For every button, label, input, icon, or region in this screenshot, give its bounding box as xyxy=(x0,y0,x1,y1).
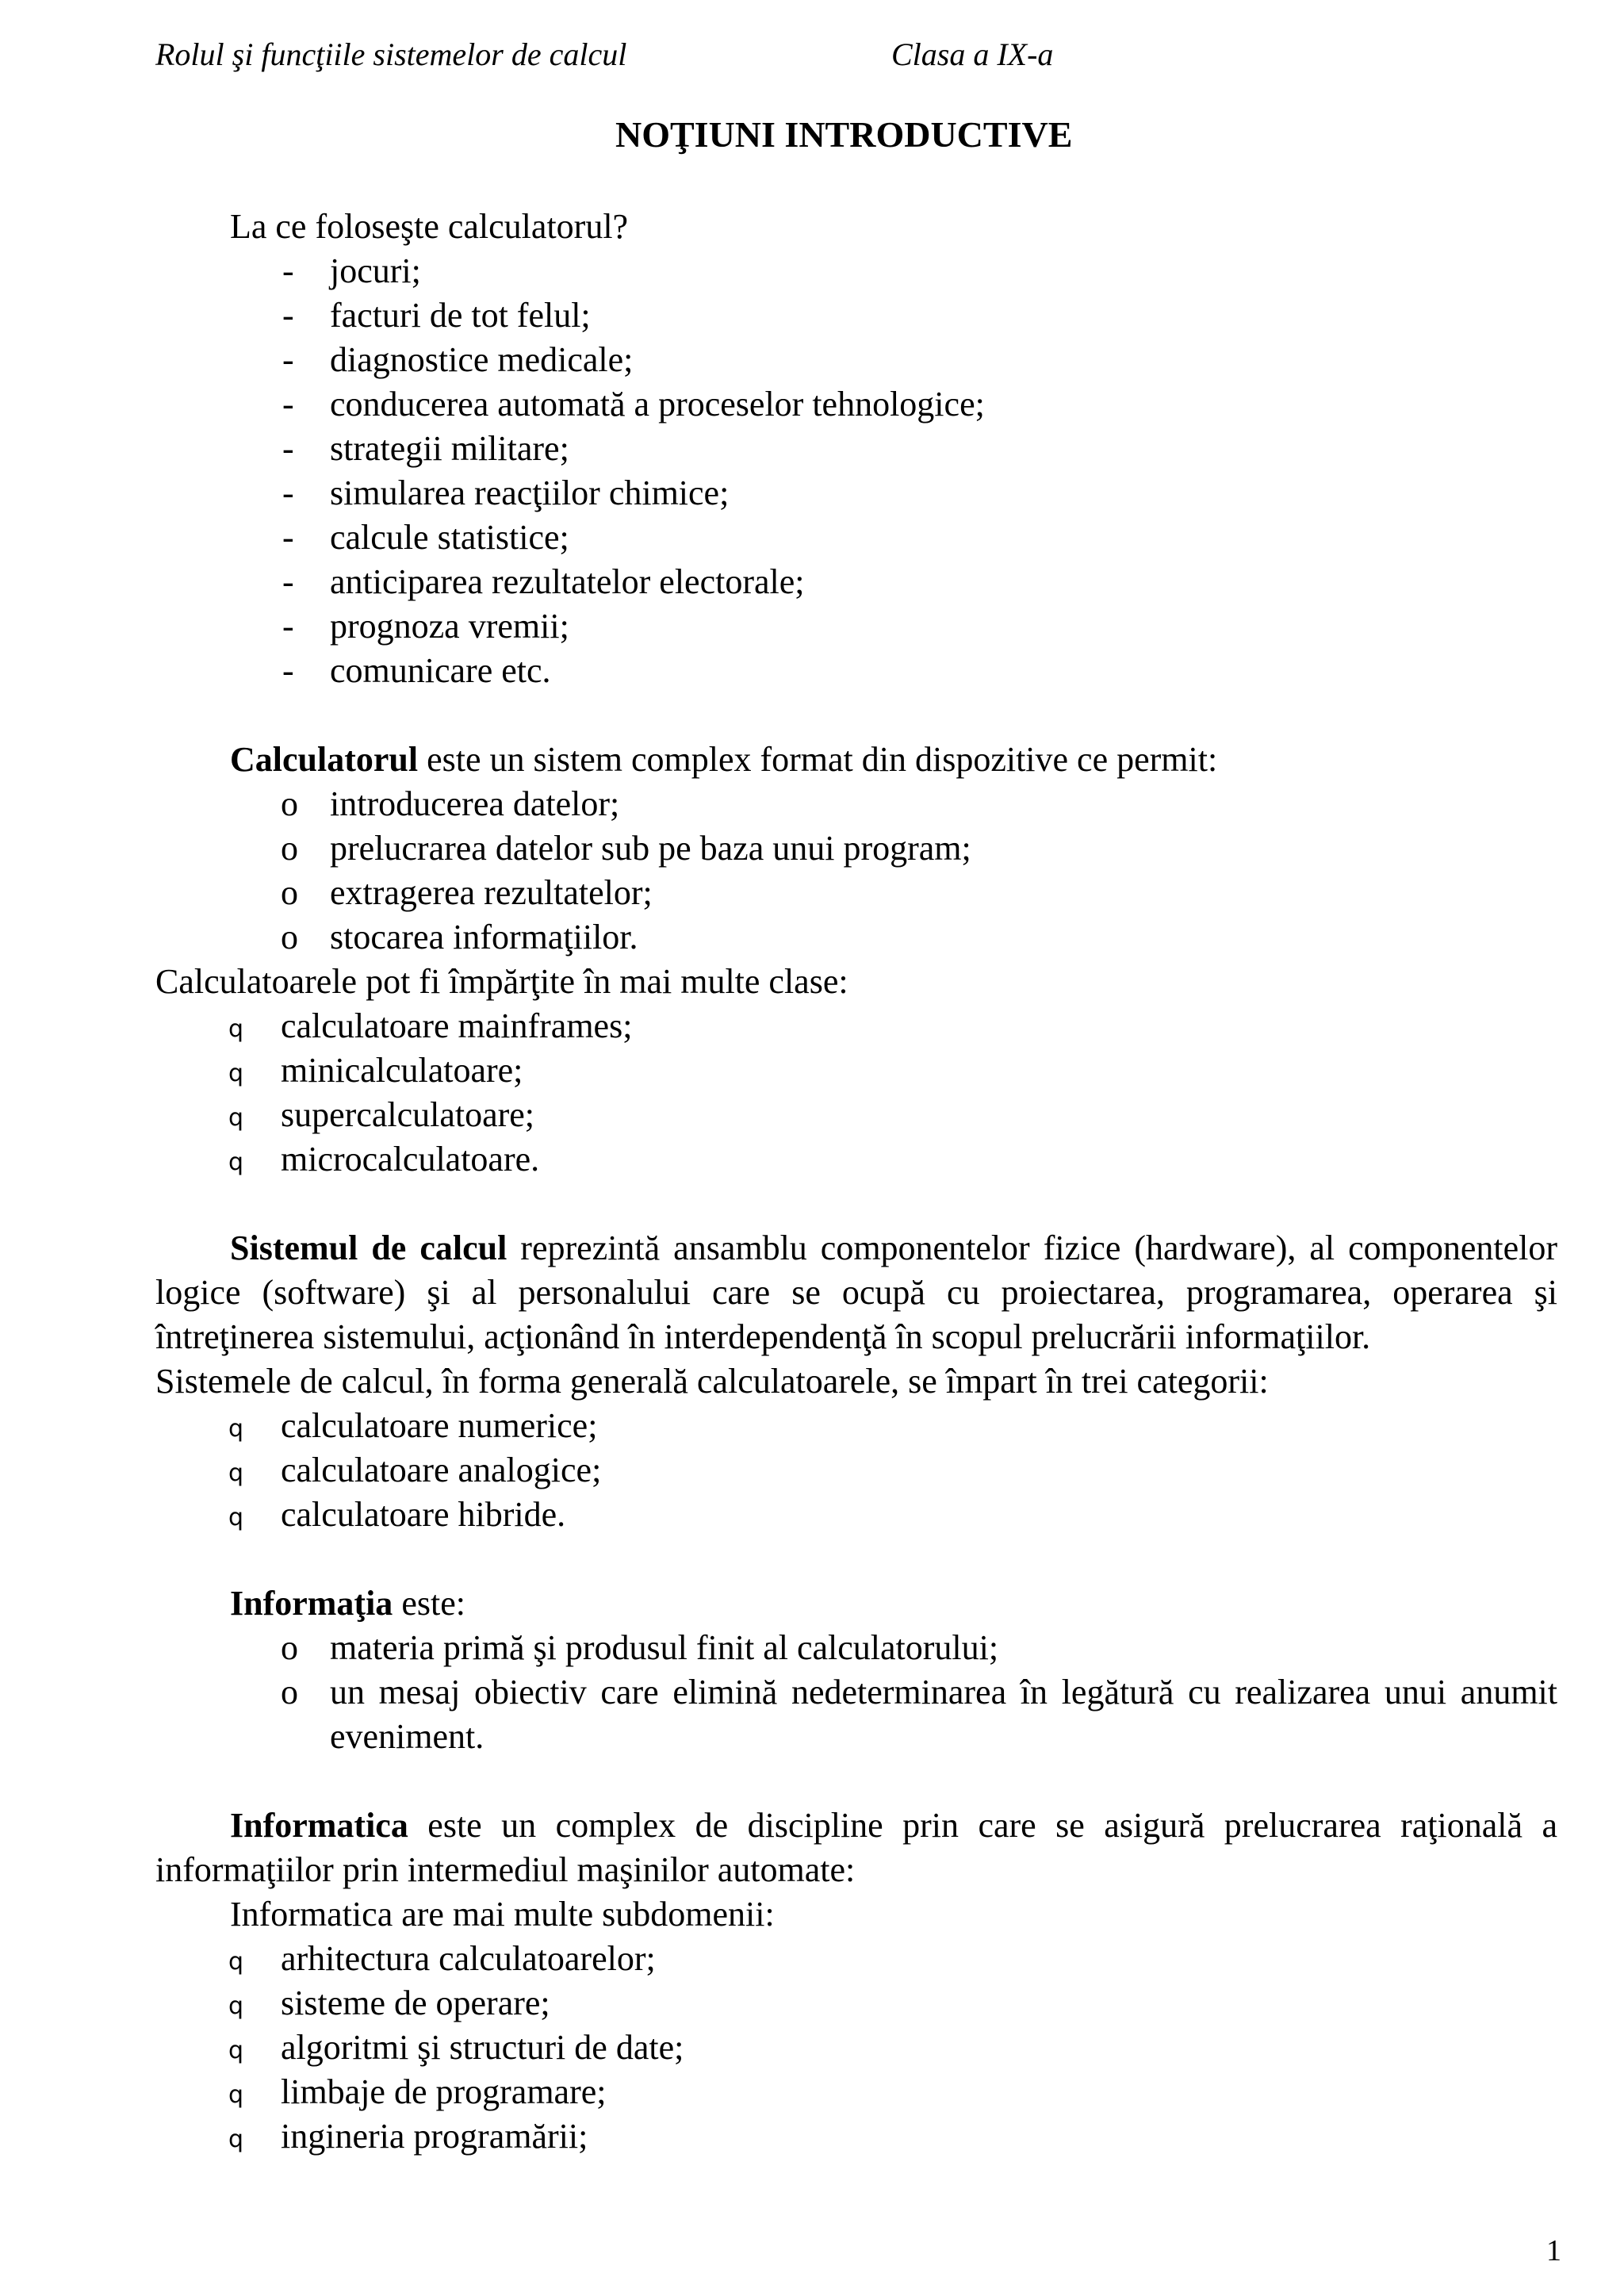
dash-marker: - xyxy=(282,607,294,646)
list-item: q limbaje de programare; xyxy=(155,2070,1557,2114)
categories-list xyxy=(155,1404,1557,1537)
system-definition: Sistemul de calcul reprezintă ansamblu componentelor fizice (hardware), al componentelor logice (software) şi al personalului care se ocupă cu proiectarea, programarea, operarea şi întreţinerea sistemului, acţionând în interdependenţă în scopul prelucrării informaţiilor. xyxy=(155,1228,1557,1356)
list-item: - diagnostice medicale; xyxy=(155,338,1557,382)
dash-marker: - xyxy=(282,251,294,290)
list-item: q minicalculatoare; xyxy=(155,1048,1557,1093)
q-bullet-icon: q xyxy=(228,2125,244,2153)
classes-intro: Calculatoarele pot fi împărţite în mai multe clase: xyxy=(155,962,848,1001)
dash-marker: - xyxy=(282,429,294,468)
list-item: q microcalculatoare. xyxy=(155,1137,1557,1182)
list-item: q calculatoare hibride. xyxy=(155,1493,1557,1537)
list-item: q supercalculatoare; xyxy=(155,1093,1557,1137)
q-bullet-icon: q xyxy=(228,1015,244,1043)
q-bullet-icon: q xyxy=(228,1459,244,1487)
dash-marker: - xyxy=(282,518,294,557)
circle-bullet-icon: o xyxy=(281,1628,298,1667)
q-bullet-icon: q xyxy=(228,1504,244,1531)
list-item: o stocarea informaţiilor. xyxy=(155,915,1557,960)
usage-list xyxy=(155,249,1557,693)
circle-bullet-icon: o xyxy=(281,784,298,823)
list-item: o un mesaj obiectiv care elimină nedeterminarea în legătură cu realizarea unui anumit eveniment. xyxy=(155,1670,1557,1759)
list-item: q sisteme de operare; xyxy=(155,1981,1557,2026)
dash-marker: - xyxy=(282,651,294,690)
q-bullet-icon: q xyxy=(228,1148,244,1176)
classes-list xyxy=(155,1004,1557,1182)
list-item: q calculatoare numerice; xyxy=(155,1404,1557,1448)
circle-bullet-icon: o xyxy=(281,873,298,912)
usage-question: La ce foloseşte calculatorul? xyxy=(230,207,629,246)
information-definition: Informaţia este: xyxy=(230,1584,465,1623)
list-item: o materia primă şi produsul finit al calculatorului; xyxy=(155,1626,1557,1670)
list-item: - comunicare etc. xyxy=(155,649,1557,693)
list-item: q calculatoare mainframes; xyxy=(155,1004,1557,1048)
circle-bullet-icon: o xyxy=(281,829,298,868)
calculator-functions-list xyxy=(155,782,1557,960)
list-item: - prognoza vremii; xyxy=(155,604,1557,649)
q-bullet-icon: q xyxy=(228,2081,244,2109)
header-right: Clasa a IX-a xyxy=(891,36,1054,72)
list-item: q calculatoare analogice; xyxy=(155,1448,1557,1493)
information-term: Informaţia xyxy=(230,1584,393,1623)
list-item: - simularea reacţiilor chimice; xyxy=(155,471,1557,516)
list-item: - anticiparea rezultatelor electorale; xyxy=(155,560,1557,604)
calculator-term: Calculatorul xyxy=(230,740,419,779)
dash-marker: - xyxy=(282,473,294,512)
dash-marker: - xyxy=(282,340,294,379)
informatics-definition: Informatica este un complex de discipline prin care se asigură prelucrarea raţională a informaţiilor prin intermediul maşinilor automate: xyxy=(155,1806,1557,1889)
list-item: - facturi de tot felul; xyxy=(155,293,1557,338)
subdomains-list xyxy=(155,1937,1557,2159)
list-item: q arhitectura calculatoarelor; xyxy=(155,1937,1557,1981)
information-list xyxy=(155,1626,1557,1759)
header-left: Rolul şi funcţiile sistemelor de calcul xyxy=(155,36,627,72)
q-bullet-icon: q xyxy=(228,2037,244,2064)
q-bullet-icon: q xyxy=(228,1060,244,1087)
dash-marker: - xyxy=(282,385,294,424)
list-item: o extragerea rezultatelor; xyxy=(155,871,1557,915)
q-bullet-icon: q xyxy=(228,1104,244,1132)
subdomains-intro: Informatica are mai multe subdomenii: xyxy=(230,1895,775,1934)
q-bullet-icon: q xyxy=(228,1948,244,1976)
list-item: q ingineria programării; xyxy=(155,2114,1557,2159)
list-item: o introducerea datelor; xyxy=(155,782,1557,826)
categories-intro: Sistemele de calcul, în forma generală calculatoarele, se împart în trei categorii: xyxy=(155,1362,1269,1401)
circle-bullet-icon: o xyxy=(281,918,298,956)
system-term: Sistemul de calcul xyxy=(230,1228,508,1267)
list-item: - calcule statistice; xyxy=(155,516,1557,560)
dash-marker: - xyxy=(282,296,294,335)
informatics-term: Informatica xyxy=(230,1806,408,1845)
document-body xyxy=(155,205,1557,2159)
list-item: - jocuri; xyxy=(155,249,1557,293)
q-bullet-icon: q xyxy=(228,1415,244,1443)
list-item: - conducerea automată a proceselor tehnologice; xyxy=(155,382,1557,427)
circle-bullet-icon: o xyxy=(281,1673,298,1711)
list-item: o prelucrarea datelor sub pe baza unui program; xyxy=(155,826,1557,871)
q-bullet-icon: q xyxy=(228,1992,244,2020)
dash-marker: - xyxy=(282,562,294,601)
page-number: 1 xyxy=(1546,2234,1561,2267)
calculator-definition: Calculatorul este un sistem complex format din dispozitive ce permit: xyxy=(230,740,1218,779)
page-title: NOŢIUNI INTRODUCTIVE xyxy=(615,114,1073,155)
list-item: - strategii militare; xyxy=(155,427,1557,471)
list-item: q algoritmi şi structuri de date; xyxy=(155,2026,1557,2070)
